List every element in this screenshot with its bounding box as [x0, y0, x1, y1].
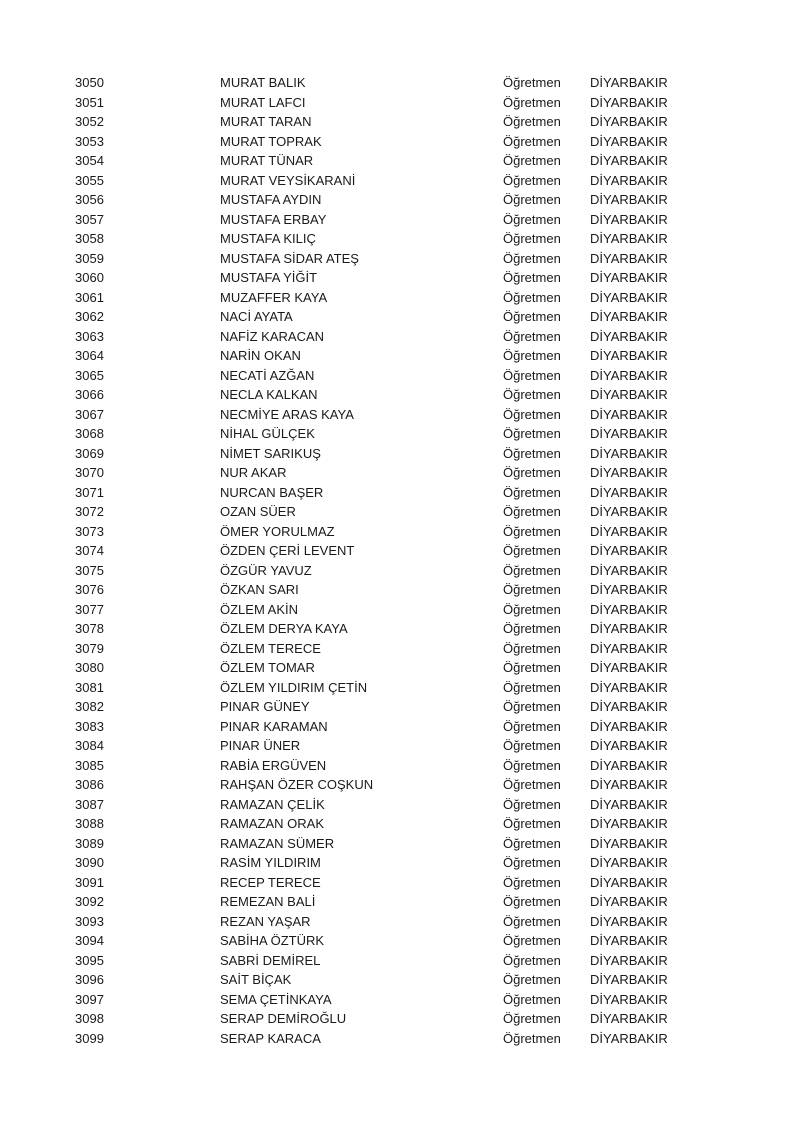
table-row	[0, 834, 800, 854]
person-city: DİYARBAKIR	[590, 133, 668, 149]
row-number: 3081	[75, 679, 104, 695]
person-role: Öğretmen	[503, 231, 561, 246]
table-row	[0, 561, 800, 581]
person-role: Öğretmen	[503, 835, 561, 851]
person-role: Öğretmen	[503, 582, 561, 597]
table-row	[0, 814, 800, 834]
table-row	[0, 210, 800, 230]
row-number: 3076	[75, 582, 104, 597]
table-row	[0, 444, 800, 464]
row-number: 3072	[75, 504, 104, 519]
person-name: MUSTAFA KILIÇ	[220, 231, 316, 246]
person-city: DİYARBAKIR	[590, 835, 668, 851]
person-name: ÖZLEM TOMAR	[220, 660, 315, 675]
table-row	[0, 658, 800, 678]
person-name: PINAR ÜNER	[220, 738, 301, 753]
person-name: PINAR KARAMAN	[220, 718, 328, 734]
person-name: NUR AKAR	[220, 465, 287, 480]
table-row	[0, 405, 800, 425]
person-role: Öğretmen	[503, 445, 561, 461]
personnel-list	[0, 73, 800, 1048]
row-number: 3086	[75, 777, 104, 792]
row-number: 3093	[75, 913, 104, 929]
row-number: 3083	[75, 718, 104, 734]
person-name: MURAT TOPRAK	[220, 133, 322, 149]
table-row	[0, 541, 800, 561]
person-role: Öğretmen	[503, 465, 561, 480]
person-name: MURAT TÜNAR	[220, 153, 314, 168]
row-number: 3094	[75, 933, 104, 948]
row-number: 3065	[75, 367, 104, 383]
person-city: DİYARBAKIR	[590, 75, 668, 90]
table-row	[0, 892, 800, 912]
person-role: Öğretmen	[503, 816, 561, 831]
person-city: DİYARBAKIR	[590, 816, 668, 831]
person-city: DİYARBAKIR	[590, 621, 668, 636]
row-number: 3068	[75, 426, 104, 441]
row-number: 3080	[75, 660, 104, 675]
person-role: Öğretmen	[503, 660, 561, 675]
person-role: Öğretmen	[503, 757, 561, 773]
person-city: DİYARBAKIR	[590, 855, 668, 870]
table-row	[0, 346, 800, 366]
row-number: 3062	[75, 309, 104, 324]
person-role: Öğretmen	[503, 270, 561, 285]
person-city: DİYARBAKIR	[590, 289, 668, 305]
person-role: Öğretmen	[503, 1011, 561, 1026]
person-name: SERAP KARACA	[220, 1030, 321, 1046]
person-name: NECLA KALKAN	[220, 387, 318, 402]
person-city: DİYARBAKIR	[590, 738, 668, 753]
person-name: SAİT BİÇAK	[220, 972, 292, 987]
person-city: DİYARBAKIR	[590, 718, 668, 734]
person-name: SABRİ DEMİREL	[220, 952, 321, 968]
person-role: Öğretmen	[503, 952, 561, 968]
person-role: Öğretmen	[503, 640, 561, 656]
person-role: Öğretmen	[503, 133, 561, 149]
row-number: 3077	[75, 601, 104, 617]
person-city: DİYARBAKIR	[590, 211, 668, 227]
person-role: Öğretmen	[503, 309, 561, 324]
table-row	[0, 873, 800, 893]
table-row	[0, 600, 800, 620]
person-city: DİYARBAKIR	[590, 1030, 668, 1046]
person-name: MUSTAFA ERBAY	[220, 211, 327, 227]
table-row	[0, 463, 800, 483]
person-city: DİYARBAKIR	[590, 504, 668, 519]
row-number: 3089	[75, 835, 104, 851]
person-role: Öğretmen	[503, 874, 561, 890]
person-name: OZAN SÜER	[220, 504, 296, 519]
person-city: DİYARBAKIR	[590, 523, 668, 539]
person-role: Öğretmen	[503, 426, 561, 441]
table-row	[0, 775, 800, 795]
person-role: Öğretmen	[503, 94, 561, 110]
person-name: NARİN OKAN	[220, 348, 301, 363]
person-role: Öğretmen	[503, 1030, 561, 1046]
table-row	[0, 249, 800, 269]
person-city: DİYARBAKIR	[590, 250, 668, 266]
table-row	[0, 190, 800, 210]
person-city: DİYARBAKIR	[590, 601, 668, 617]
person-city: DİYARBAKIR	[590, 640, 668, 656]
table-row	[0, 1009, 800, 1029]
person-name: RAMAZAN ORAK	[220, 816, 325, 831]
table-row	[0, 151, 800, 171]
person-name: RASİM YILDIRIM	[220, 855, 321, 870]
person-city: DİYARBAKIR	[590, 952, 668, 968]
row-number: 3095	[75, 952, 104, 968]
person-name: RAHŞAN ÖZER COŞKUN	[220, 777, 374, 792]
person-role: Öğretmen	[503, 328, 561, 344]
row-number: 3066	[75, 387, 104, 402]
row-number: 3079	[75, 640, 104, 656]
person-name: MURAT VEYSİKARANİ	[220, 172, 356, 188]
person-city: DİYARBAKIR	[590, 699, 668, 714]
person-city: DİYARBAKIR	[590, 348, 668, 363]
person-name: ÖZKAN SARI	[220, 582, 299, 597]
row-number: 3056	[75, 192, 104, 207]
table-row	[0, 288, 800, 308]
person-role: Öğretmen	[503, 504, 561, 519]
person-name: MURAT BALIK	[220, 75, 306, 90]
person-role: Öğretmen	[503, 114, 561, 129]
table-row	[0, 385, 800, 405]
person-name: RAMAZAN SÜMER	[220, 835, 335, 851]
person-role: Öğretmen	[503, 972, 561, 987]
person-role: Öğretmen	[503, 172, 561, 188]
person-role: Öğretmen	[503, 621, 561, 636]
person-city: DİYARBAKIR	[590, 679, 668, 695]
row-number: 3096	[75, 972, 104, 987]
person-name: REZAN YAŞAR	[220, 913, 311, 929]
person-name: ÖZLEM TERECE	[220, 640, 321, 656]
person-role: Öğretmen	[503, 796, 561, 812]
person-role: Öğretmen	[503, 991, 561, 1007]
person-city: DİYARBAKIR	[590, 543, 668, 558]
person-name: REMEZAN BALİ	[220, 894, 316, 909]
row-number: 3070	[75, 465, 104, 480]
person-city: DİYARBAKIR	[590, 445, 668, 461]
person-role: Öğretmen	[503, 75, 561, 90]
table-row	[0, 580, 800, 600]
person-role: Öğretmen	[503, 855, 561, 870]
person-city: DİYARBAKIR	[590, 270, 668, 285]
person-city: DİYARBAKIR	[590, 796, 668, 812]
person-role: Öğretmen	[503, 289, 561, 305]
table-row	[0, 717, 800, 737]
table-row	[0, 970, 800, 990]
person-role: Öğretmen	[503, 562, 561, 578]
row-number: 3057	[75, 211, 104, 227]
person-role: Öğretmen	[503, 250, 561, 266]
table-row	[0, 327, 800, 347]
table-row	[0, 639, 800, 659]
table-row	[0, 736, 800, 756]
person-name: ÖZLEM AKİN	[220, 601, 299, 617]
person-role: Öğretmen	[503, 406, 561, 422]
row-number: 3052	[75, 114, 104, 129]
person-city: DİYARBAKIR	[590, 328, 668, 344]
person-role: Öğretmen	[503, 153, 561, 168]
table-row	[0, 678, 800, 698]
row-number: 3053	[75, 133, 104, 149]
person-role: Öğretmen	[503, 387, 561, 402]
person-city: DİYARBAKIR	[590, 465, 668, 480]
person-city: DİYARBAKIR	[590, 367, 668, 383]
table-row	[0, 619, 800, 639]
row-number: 3078	[75, 621, 104, 636]
person-name: ÖMER YORULMAZ	[220, 523, 335, 539]
person-city: DİYARBAKIR	[590, 231, 668, 246]
row-number: 3073	[75, 523, 104, 539]
row-number: 3099	[75, 1030, 104, 1046]
person-city: DİYARBAKIR	[590, 172, 668, 188]
person-name: MUZAFFER KAYA	[220, 289, 328, 305]
row-number: 3061	[75, 289, 104, 305]
person-city: DİYARBAKIR	[590, 972, 668, 987]
person-role: Öğretmen	[503, 699, 561, 714]
person-name: NECATİ AZĞAN	[220, 367, 315, 383]
row-number: 3074	[75, 543, 104, 558]
row-number: 3097	[75, 991, 104, 1007]
person-name: NECMİYE ARAS KAYA	[220, 406, 354, 422]
person-name: ÖZLEM DERYA KAYA	[220, 621, 348, 636]
table-row	[0, 483, 800, 503]
person-city: DİYARBAKIR	[590, 1011, 668, 1026]
row-number: 3084	[75, 738, 104, 753]
person-role: Öğretmen	[503, 211, 561, 227]
table-row	[0, 112, 800, 132]
row-number: 3064	[75, 348, 104, 363]
table-row	[0, 990, 800, 1010]
person-city: DİYARBAKIR	[590, 562, 668, 578]
person-role: Öğretmen	[503, 718, 561, 734]
row-number: 3051	[75, 94, 104, 110]
person-role: Öğretmen	[503, 192, 561, 207]
person-name: RECEP TERECE	[220, 874, 321, 890]
row-number: 3085	[75, 757, 104, 773]
person-city: DİYARBAKIR	[590, 582, 668, 597]
table-row	[0, 522, 800, 542]
person-city: DİYARBAKIR	[590, 874, 668, 890]
row-number: 3069	[75, 445, 104, 461]
person-name: PINAR GÜNEY	[220, 699, 310, 714]
row-number: 3090	[75, 855, 104, 870]
person-city: DİYARBAKIR	[590, 757, 668, 773]
row-number: 3058	[75, 231, 104, 246]
person-name: MURAT TARAN	[220, 114, 312, 129]
person-city: DİYARBAKIR	[590, 192, 668, 207]
row-number: 3098	[75, 1011, 104, 1026]
person-city: DİYARBAKIR	[590, 913, 668, 929]
table-row	[0, 853, 800, 873]
person-city: DİYARBAKIR	[590, 660, 668, 675]
person-name: SEMA ÇETİNKAYA	[220, 991, 332, 1007]
person-name: SABİHA ÖZTÜRK	[220, 933, 325, 948]
person-city: DİYARBAKIR	[590, 933, 668, 948]
row-number: 3091	[75, 874, 104, 890]
person-name: NAFİZ KARACAN	[220, 328, 325, 344]
table-row	[0, 366, 800, 386]
person-city: DİYARBAKIR	[590, 94, 668, 110]
person-name: NİMET SARIKUŞ	[220, 445, 321, 461]
person-name: MURAT LAFCI	[220, 94, 306, 110]
table-row	[0, 502, 800, 522]
table-row	[0, 795, 800, 815]
table-row	[0, 93, 800, 113]
row-number: 3054	[75, 153, 104, 168]
row-number: 3063	[75, 328, 104, 344]
person-name: RAMAZAN ÇELİK	[220, 796, 325, 812]
person-role: Öğretmen	[503, 679, 561, 695]
row-number: 3067	[75, 406, 104, 422]
person-role: Öğretmen	[503, 601, 561, 617]
person-name: ÖZGÜR YAVUZ	[220, 562, 312, 578]
person-name: SERAP DEMİROĞLU	[220, 1011, 347, 1026]
row-number: 3082	[75, 699, 104, 714]
person-role: Öğretmen	[503, 933, 561, 948]
person-city: DİYARBAKIR	[590, 894, 668, 909]
person-name: ÖZDEN ÇERİ LEVENT	[220, 543, 355, 558]
table-row	[0, 73, 800, 93]
person-city: DİYARBAKIR	[590, 114, 668, 129]
person-role: Öğretmen	[503, 738, 561, 753]
person-name: NACİ AYATA	[220, 309, 293, 324]
person-role: Öğretmen	[503, 913, 561, 929]
person-name: MUSTAFA SİDAR ATEŞ	[220, 250, 359, 266]
row-number: 3075	[75, 562, 104, 578]
person-city: DİYARBAKIR	[590, 484, 668, 500]
person-role: Öğretmen	[503, 543, 561, 558]
person-city: DİYARBAKIR	[590, 387, 668, 402]
row-number: 3050	[75, 75, 104, 90]
person-city: DİYARBAKIR	[590, 406, 668, 422]
person-role: Öğretmen	[503, 484, 561, 500]
person-city: DİYARBAKIR	[590, 777, 668, 792]
table-row	[0, 132, 800, 152]
person-name: RABİA ERGÜVEN	[220, 757, 327, 773]
person-city: DİYARBAKIR	[590, 426, 668, 441]
person-role: Öğretmen	[503, 894, 561, 909]
table-row	[0, 1029, 800, 1049]
person-city: DİYARBAKIR	[590, 153, 668, 168]
row-number: 3092	[75, 894, 104, 909]
table-row	[0, 268, 800, 288]
person-name: MUSTAFA AYDIN	[220, 192, 322, 207]
row-number: 3060	[75, 270, 104, 285]
row-number: 3087	[75, 796, 104, 812]
table-row	[0, 307, 800, 327]
table-row	[0, 171, 800, 191]
person-role: Öğretmen	[503, 367, 561, 383]
person-role: Öğretmen	[503, 348, 561, 363]
table-row	[0, 756, 800, 776]
row-number: 3055	[75, 172, 104, 188]
person-name: MUSTAFA YİĞİT	[220, 270, 318, 285]
person-name: NURCAN BAŞER	[220, 484, 324, 500]
table-row	[0, 931, 800, 951]
row-number: 3088	[75, 816, 104, 831]
person-name: NİHAL GÜLÇEK	[220, 426, 315, 441]
row-number: 3059	[75, 250, 104, 266]
table-row	[0, 697, 800, 717]
person-role: Öğretmen	[503, 777, 561, 792]
table-row	[0, 424, 800, 444]
row-number: 3071	[75, 484, 104, 500]
person-name: ÖZLEM YILDIRIM ÇETİN	[220, 679, 368, 695]
table-row	[0, 912, 800, 932]
person-role: Öğretmen	[503, 523, 561, 539]
person-city: DİYARBAKIR	[590, 991, 668, 1007]
table-row	[0, 951, 800, 971]
table-row	[0, 229, 800, 249]
person-city: DİYARBAKIR	[590, 309, 668, 324]
